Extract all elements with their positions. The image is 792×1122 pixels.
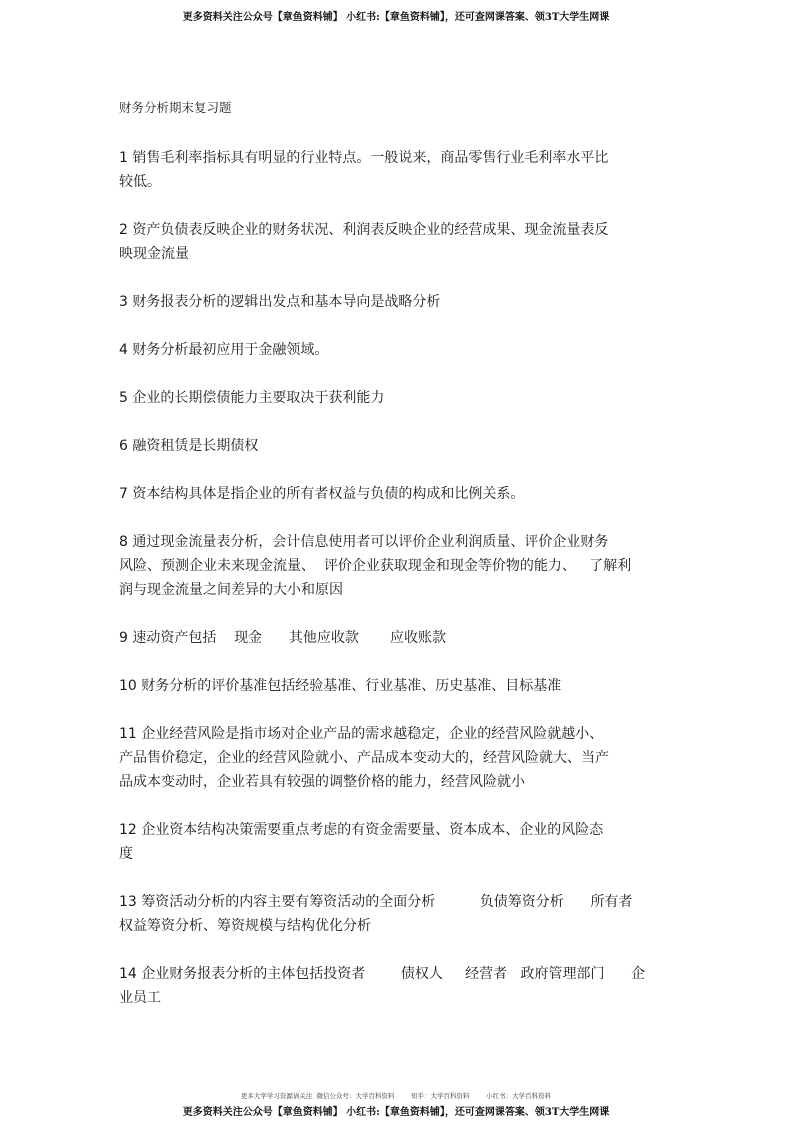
question-item [119, 674, 689, 698]
question-line: 产品售价稳定，企业的经营风险就小、产品成本变动大的，经营风险就大、当产 [119, 750, 609, 766]
footer-banner: 更多资料关注公众号【章鱼资料铺】 小红书:【章鱼资料铺】，还可查网课答案、领3T大学生网课 [182, 1107, 610, 1118]
question-item [119, 218, 689, 266]
header-banner: 更多资料关注公众号【章鱼资料铺】 小红书:【章鱼资料铺】，还可查网课答案、领3T大学生网课 [182, 12, 610, 23]
question-line: 14 企业财务报表分析的主体包括投资者 债权人 经营者 政府管理部门 企 [119, 966, 646, 982]
question-line: 2 资产负债表反映企业的财务状况、利润表反映企业的经营成果、现金流量表反 [119, 222, 609, 238]
question-item [119, 434, 689, 458]
question-line: 权益筹资分析、筹资规模与结构优化分析 [119, 918, 371, 934]
question-line: 1 销售毛利率指标具有明显的行业特点。一般说来，商品零售行业毛利率水平比 [119, 150, 609, 166]
question-line: 较低。 [119, 174, 161, 190]
question-line: 润与现金流量之间差异的大小和原因 [119, 582, 343, 598]
question-line: 10 财务分析的评价基准包括经验基准、行业基准、历史基准、目标基准 [119, 678, 562, 694]
question-line: 5 企业的长期偿债能力主要取决于获利能力 [119, 390, 385, 406]
footer-resource-line: 更多大学学习资源请关注 微信公众号：大学百科资料 知乎：大学百科资料 小红书：大学百科资料 [240, 1092, 552, 1100]
question-item [119, 530, 689, 602]
question-item [119, 482, 689, 506]
question-line: 6 融资租赁是长期债权 [119, 438, 259, 454]
question-line: 7 资本结构具体是指企业的所有者权益与负债的构成和比例关系。 [119, 486, 525, 502]
question-line: 12 企业资本结构决策需要重点考虑的有资金需要量、资本成本、企业的风险态 [119, 822, 604, 838]
question-line: 3 财务报表分析的逻辑出发点和基本导向是战略分析 [119, 294, 441, 310]
question-list [119, 146, 689, 1034]
question-item [119, 626, 689, 650]
question-item [119, 962, 689, 1010]
question-item [119, 818, 689, 866]
question-line: 风险、预测企业未来现金流量、 评价企业获取现金和现金等价物的能力、 了解利 [119, 558, 632, 574]
question-line: 11 企业经营风险是指市场对企业产品的需求越稳定，企业的经营风险就越小、 [119, 726, 604, 742]
question-item [119, 338, 689, 362]
question-line: 品成本变动时，企业若具有较强的调整价格的能力，经营风险就小 [119, 774, 525, 790]
question-item [119, 722, 689, 794]
question-item [119, 290, 689, 314]
question-item [119, 146, 689, 194]
question-line: 4 财务分析最初应用于金融领域。 [119, 342, 329, 358]
question-item [119, 890, 689, 938]
question-line: 业员工 [119, 990, 161, 1006]
question-line: 13 筹资活动分析的内容主要有筹资活动的全面分析 负债筹资分析 所有者 [119, 894, 633, 910]
question-line: 9 速动资产包括 现金 其他应收款 应收账款 [119, 630, 447, 646]
document-title: 财务分析期末复习题 [119, 100, 232, 115]
question-line: 映现金流量 [119, 246, 189, 262]
question-line: 8 通过现金流量表分析，会计信息使用者可以评价企业利润质量、评价企业财务 [119, 534, 609, 550]
question-item [119, 386, 689, 410]
question-line: 度 [119, 846, 133, 862]
